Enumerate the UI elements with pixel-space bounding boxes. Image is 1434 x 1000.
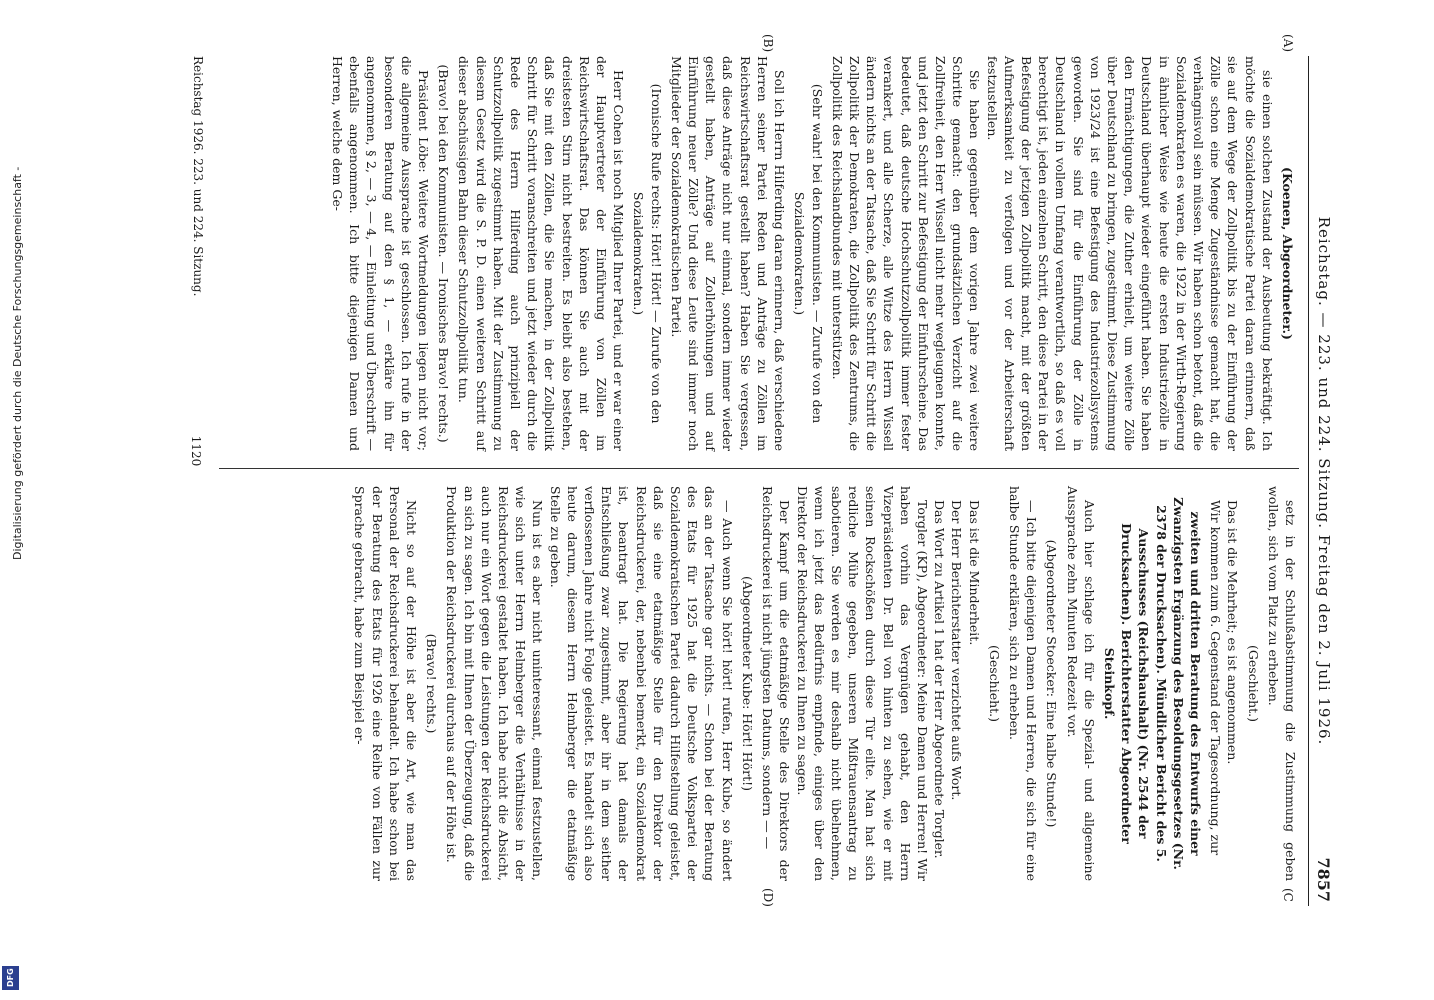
margin-marker-a: (A)	[1281, 34, 1295, 53]
paragraph: Auch hier schlage ich für die Spezial- und allgemeine Aussprache zehn Minuten Redezeit vor.	[1064, 486, 1097, 881]
interjection: (Abgeordneter Kube: Hört! Hört!)	[739, 575, 755, 792]
interjection: (Sehr wahr! bei den Kommunisten. — Zurufe von den Sozialdemokraten.)	[792, 83, 825, 424]
interjection: (Bravo! rechts.)	[424, 633, 440, 734]
page-number: 7857	[1314, 857, 1333, 902]
paragraph: Präsident Löbe: Weitere Wortmeldungen liegen nicht vor; die allgemeine Aussprache ist geschlossen. Ich rufe in der besonderen Beratung auf den § 1, — erkläre ihn für angenommen, § 2, — 3, — 4, — Einleitung und Überschrift — ebenfalls angenommen. Ich bitte diejenigen Damen und Herren, welche dem Ge-	[330, 56, 432, 451]
paragraph: Nun ist es aber nicht uninteressant, einmal festzustellen, wie sich unter Herrn Helmberger die Verhältnisse in der Reichsdruckerei gestaltet haben. Ich habe nicht die Absicht, auch nur ein Wort gegen die Leistungen der Reichsdruckerei an sich zu sagen. Ich bin mit Ihnen der Überzeugung, daß die Produktion der Reichsdruckerei durchaus auf der Höhe ist.	[444, 486, 546, 881]
sidebar	[0, 0, 22, 1000]
interjection: (Geschieht.)	[986, 644, 1002, 723]
paragraph: Der Kampf um die etatmäßige Stelle des Direktors der Reichsdruckerei ist nicht jüngsten Datums, sondern — —	[760, 486, 793, 881]
digitization-credit: Digitalisierung gefördert durch die Deutsche Forschungsgemeinschaft -	[11, 166, 24, 560]
dfg-logo-icon: DFG	[2, 966, 19, 990]
margin-marker-b: (B)	[761, 34, 775, 53]
speaker-header: (Koenen, Abgeordneter.)	[1280, 167, 1295, 340]
paragraph: Nicht so auf der Höhe ist aber die Art, wie man das Personal der Reichsdruckerei behandelt. Ich habe schon bei der Beratung des Etats für 1926 eine Reihe von Fällen zur Sprache gebracht, habe zum Beispiel er-	[352, 486, 420, 881]
margin-marker-c: (C	[1281, 888, 1295, 902]
paragraph: Das ist die Mehrheit; es ist angenommen.	[1225, 500, 1241, 765]
page-title: Reichstag. — 223. und 224. Sitzung. Freitag den 2. Juli 1926.	[1315, 216, 1333, 746]
page-header	[1308, 56, 1335, 906]
column-divider	[219, 468, 1299, 469]
paragraph: setz in der Schlußabstimmung die Zustimmung geben wollen, sich vom Platz zu erheben.	[1265, 486, 1298, 881]
agenda-item: zweiten und dritten Beratung des Entwurfs einer Zwanzigsten Ergänzung des Besoldungsgesetzes (Nr. 2378 der Drucksachen). Mündlicher Bericht des 5. Ausschusses (Reichshaushalt) (Nr. 2544 der Drucksachen). Berichterstatter Abgeordneter Steinkopf.	[1101, 497, 1203, 870]
paragraph: — Auch wenn Sie hört! hört! rufen, Herr Kube, so ändert das an der Tatsache gar nichts. — Schon bei der Beratung des Etats für 1925 hat die Deutsche Volkspartei der Sozialdemokratischen Partei dadurch Hilfestellung geleistet, daß sie eine etatmäßige Stelle für den Direktor der Reichsdruckerei, der, nebenbei bemerkt, ein Sozialdemokrat ist, beantragt hat. Die Regierung hat damals der Entschließung zwar zugestimmt, aber ihr in dem seither verflossenen Jahre nicht Folge geleistet. Es handelt sich also heute darum, diesem Herrn Helmberger die etatmäßige Stelle zu geben.	[547, 486, 735, 881]
right-column	[351, 486, 1299, 881]
paragraph: Der Herr Berichterstatter verzichtet aufs Wort.	[949, 500, 965, 801]
interjection: (Abgeordneter Stoecker: Eine halbe Stunde!)	[1044, 539, 1060, 828]
paragraph: — Ich bitte diejenigen Damen und Herren, die sich für eine halbe Stunde erklären, sich zu erheben.	[1006, 486, 1040, 881]
footer-page-number: 1120	[189, 435, 203, 467]
paragraph: Das Wort zu Artikel 1 hat der Herr Abgeordnete Torgler.	[932, 500, 948, 859]
interjection: (Bravo! bei den Kommunisten. — Ironisches Bravo! rechts.)	[436, 64, 452, 443]
paragraph: Soll ich Herrn Hilferding daran erinnern, daß verschiedene Herren seiner Partei Reden und Anträge zu Zöllen im Reichswirtschaftsrat gestellt haben? Haben Sie vergessen, daß diese Anträge nicht nur einmal, sondern immer wieder gestellt haben, Anträge auf Zollerhöhungen und auf Einführung neuer Zölle? Und diese Leute sind immer noch Mitglieder der Sozialdemokratischen Partei.	[668, 56, 788, 451]
interjection: (Geschieht.)	[1245, 644, 1261, 723]
paragraph: Wir kommen zum 6. Gegenstand der Tagesordnung, zur	[1208, 500, 1224, 856]
paragraph: Herr Cohen ist noch Mitglied Ihrer Partei, und er war einer der Hauptvertreter der Einführung von Zöllen im Reichswirtschaftsrat. Das können Sie auch mit der dreistesten Stirn nicht bestreiten. Es bleibt also bestehen, daß Sie mit den Zöllen, die Sie machen, in der Zollpolitik Schritt für Schritt voranschreiten und jetzt wieder durch die Rede des Herrn Hilferding auch prinzipiell der Schutzzollpolitik zugestimmt haben. Mit der Zustimmung zu diesem Gesetz wird die S. P. D. einen weiteren Schritt auf dieser abschüssigen Bahn dieser Schutzzollpolitik tun.	[456, 56, 627, 451]
scanned-page	[95, 34, 1335, 907]
paragraph: Torgler (KP), Abgeordneter: Meine Damen und Herren! Wir haben vorhin das Vergnügen gehabt, den Herrn Vizepräsidenten Dr. Bell von hinten zu sehen, wie er mit seinen Rockschößen durch diese Tür eilte. Man hat sich redliche Mühe gegeben, unseren Mißtrauensantrag zu sabotieren. Sie werden es mir deshalb nicht übelnehmen, wenn ich jetzt das Bedürfnis empfinde, einiges über den Direktor der Reichsdruckerei zu Ihnen zu sagen.	[794, 486, 930, 881]
interjection: (Ironische Rufe rechts: Hört! Hört! — Zurufe von den Sozialdemokraten.)	[631, 83, 664, 424]
paragraph: Sie haben gegenüber dem vorigen Jahre zwei weitere Schritte gemacht: den grundsätzlichen Verzicht auf die Zollfreiheit, den Herr Wissell nicht mehr wegleugnen konnte, und jetzt den Schritt zur Befestigung der Einfuhrscheine. Das bedeutet, daß deutsche Hochschutzzollpolitik immer fester verankert, und alle Scherze, alle Witze des Herrn Wissell ändern nichts an der Tatsache, daß Sie Schritt für Schritt die Zollpolitik der Demokraten, die Zollpolitik des Zentrums, die Zollpolitik des Reichslandbundes mit unterstützen.	[829, 56, 983, 451]
left-column	[329, 56, 1299, 451]
paragraph: Das ist die Minderheit.	[966, 500, 982, 646]
margin-marker-d: (D)	[761, 888, 775, 907]
paragraph: sie einen solchen Zustand der Ausbeutung bekräftigt. Ich möchte die Sozialdemokratische Partei daran erinnern, daß sie auf dem Wege der Zollpolitik bis zu der Einführung der Zölle schon eine Menge Zugeständnisse gemacht hat, die verhängnisvoll sein müssen. Wir haben schon betont, daß die Sozialdemokraten es waren, die 1922 in der Wirth-Regierung in ähnlicher Weise wie heute die ersten Industriezölle in Deutschland überhaupt wieder eingeführt haben. Sie haben den Ermächtigungen, die Zuther erhielt, um weitere Zölle über Deutschland zu bringen, zugestimmt. Diese Zustimmung von 1923/24 ist eine Befestigung des Industriezollsystems geworden. Sie sind für die Einführung der Zölle in Deutschland in vollem Umfang verantwortlich, so daß es voll berechtigt ist, jeden einzelnen Schritt, den diese Partei in der Befestigung der jetzigen Zollpolitik macht, mit der größten Aufmerksamkeit zu verfolgen und vor der Arbeiterschaft festzustellen.	[984, 56, 1275, 451]
footer-session: Reichstag 1926. 223. und 224. Sitzung.	[191, 56, 205, 297]
